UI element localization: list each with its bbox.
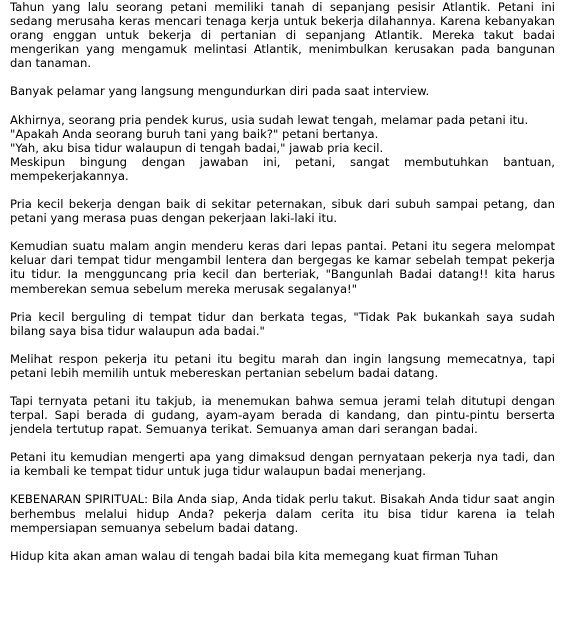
paragraph-line: Meskipun bingung dengan jawaban ini, petani, sangat membutuhkan bantuan, mempekerjakannya. bbox=[10, 154, 555, 183]
article-body bbox=[10, 0, 555, 563]
article-paragraph bbox=[10, 394, 555, 436]
paragraph-line: "Yah, aku bisa tidur walaupun di tengah badai," jawab pria kecil. bbox=[10, 140, 384, 155]
article-paragraph bbox=[10, 84, 555, 98]
article-paragraph bbox=[10, 492, 555, 534]
article-paragraph bbox=[10, 549, 555, 563]
article-paragraph bbox=[10, 113, 555, 183]
article-paragraph bbox=[10, 239, 555, 295]
article-paragraph bbox=[10, 197, 555, 225]
paragraph-line: Petani itu kemudian mengerti apa yang dimaksud dengan pernyataan pekerja nya tadi, dan ia kembali ke tempat tidur untuk juga tidur walaupun badai menerjang. bbox=[10, 450, 555, 479]
paragraph-line: Pria kecil bekerja dengan baik di sekitar peternakan, sibuk dari subuh sampai petang, dan petani yang merasa puas dengan pekerjaan laki-laki itu. bbox=[10, 197, 555, 226]
paragraph-line: "Apakah Anda seorang buruh tani yang baik?" petani bertanya. bbox=[10, 126, 379, 141]
paragraph-line: Tapi ternyata petani itu takjub, ia menemukan bahwa semua jerami telah ditutupi dengan terpal. Sapi berada di gudang, ayam-ayam berada di kandang, dan pintu-pintu berserta jendela tertutup rapat. Semuanya terikat. Semuanya aman dari serangan badai. bbox=[10, 393, 555, 437]
paragraph-line: Melihat respon pekerja itu petani itu begitu marah dan ingin langsung memecatnya, tapi petani lebih memilih untuk mebereskan pertanian sebelum badai datang. bbox=[10, 351, 555, 380]
paragraph-line: Tahun yang lalu seorang petani memiliki tanah di sepanjang pesisir Atlantik. Petani ini sedang merusaha keras mencari tenaga kerja untuk bekerja dilahannya. Karena kebanyakan orang enggan untuk bekerja di pertanian di sepanjang Atlantik. Mereka takut badai mengerikan yang mengamuk melintasi Atlantik, menimbulkan kerusakan pada bangunan dan tanaman. bbox=[10, 0, 555, 71]
article-paragraph bbox=[10, 310, 555, 338]
paragraph-line: Banyak pelamar yang langsung mengundurkan diri pada saat interview. bbox=[10, 84, 430, 99]
paragraph-line: Akhirnya, seorang pria pendek kurus, usia sudah lewat tengah, melamar pada petani itu. bbox=[10, 112, 529, 127]
paragraph-line: Hidup kita akan aman walau di tengah badai bila kita memegang kuat firman Tuhan bbox=[10, 548, 499, 563]
paragraph-line: Kemudian suatu malam angin menderu keras dari lepas pantai. Petani itu segera melompat keluar dari tempat tidur mengambil lentera dan bergegas ke kamar sebelah tempat pekerja itu tidur. Ia mengguncang pria kecil dan berteriak, "Bangunlah Badai datang!! kita harus memberekan semua sebelum mereka merusak segalanya!" bbox=[10, 239, 555, 296]
article-paragraph bbox=[10, 0, 555, 70]
paragraph-line: KEBENARAN SPIRITUAL: Bila Anda siap, Anda tidak perlu takut. Bisakah Anda tidur saat angin berhembus melalui hidup Anda? pekerja dalam cerita itu bisa tidur karena ia telah mempersiapan semuanya sebelum badai datang. bbox=[10, 492, 555, 535]
article-paragraph bbox=[10, 450, 555, 478]
article-paragraph bbox=[10, 352, 555, 380]
paragraph-line: Pria kecil berguling di tempat tidur dan berkata tegas, "Tidak Pak bukankah saya sudah bilang saya bisa tidur walaupun ada badai." bbox=[10, 309, 555, 338]
